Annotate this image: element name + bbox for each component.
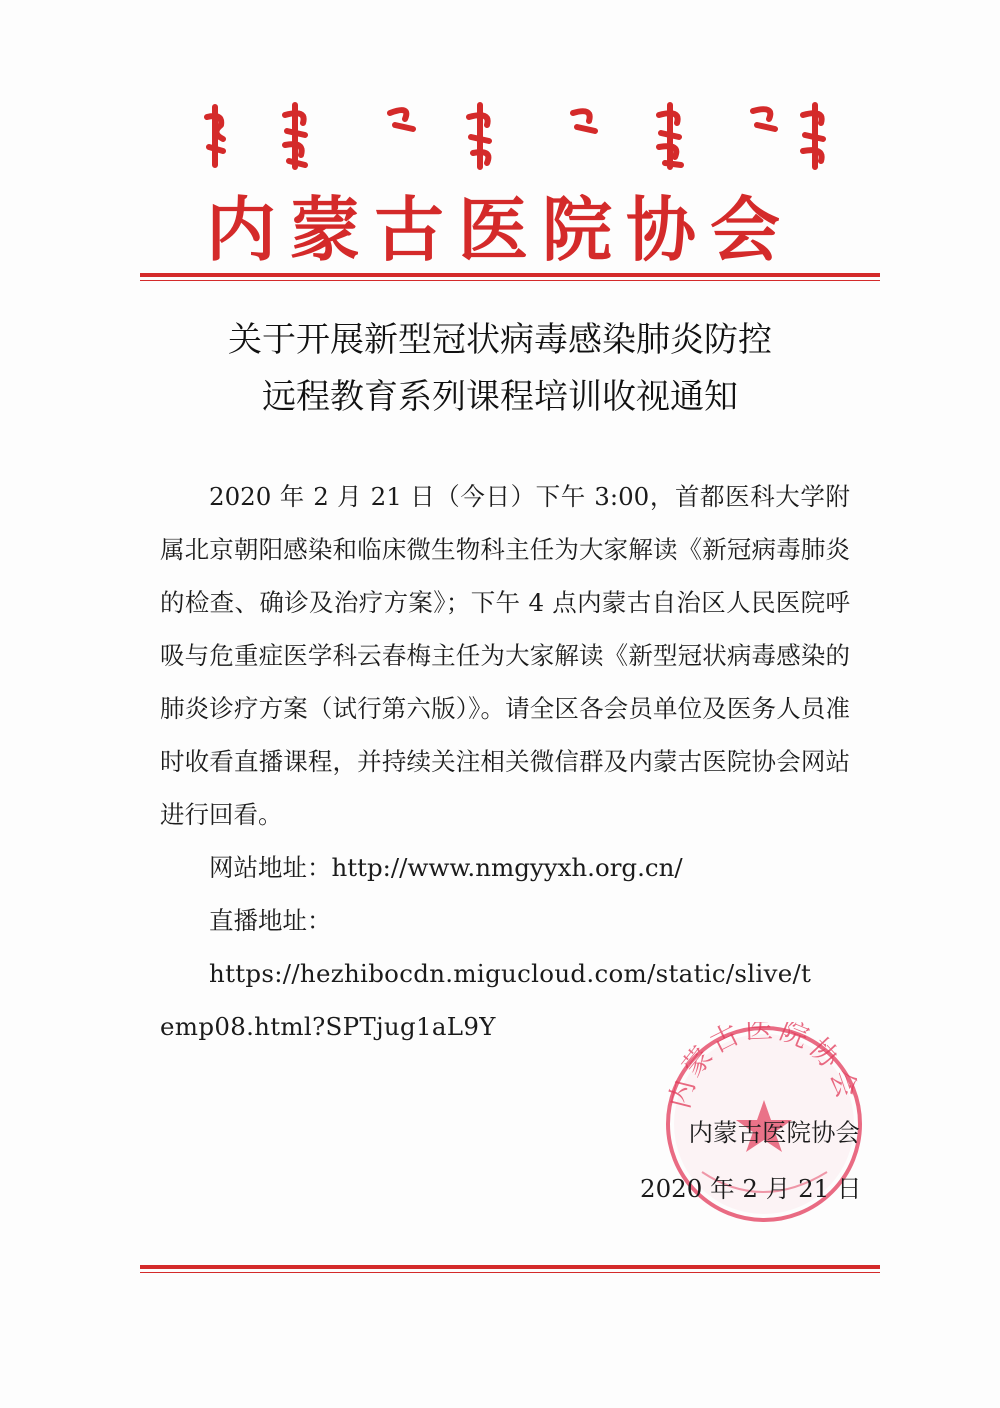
signature-block xyxy=(640,1105,860,1217)
website-line: 网站地址：http://www.nmgyyxh.org.cn/ xyxy=(209,853,683,882)
mongolian-script-header xyxy=(175,95,835,175)
footer-divider xyxy=(140,1265,880,1273)
live-url-line-2: emp08.html?SPTjug1aL9Y xyxy=(160,1012,496,1041)
title-line-1: 关于开展新型冠状病毒感染肺炎防控 xyxy=(228,320,772,360)
svg-text:内蒙古医院协会: 内蒙古医院协会 xyxy=(662,1022,866,1112)
live-url-line-1: https://hezhibocdn.migucloud.com/static/slive/t xyxy=(209,959,812,988)
notice-paragraph: 2020 年 2 月 21 日（今日）下午 3:00，首都医科大学附属北京朝阳感染和临床微生物科主任为大家解读《新冠病毒肺炎的检查、确诊及治疗方案》；下午 4 点内蒙古自治区人民医院呼吸与危重症医学科云春梅主任为大家解读《新型冠状病毒感染的肺炎诊疗方案（试行第六版）》。请全区各会员单位及医务人员准时收看直播课程，并持续关注相关微信群及内蒙古医院协会网站进行回看。 xyxy=(160,482,850,829)
signature-date: 2020 年 2 月 21 日 xyxy=(640,1174,862,1203)
document-title xyxy=(0,312,1000,426)
mongolian-script-logo xyxy=(175,95,835,175)
signature-org: 内蒙古医院协会 xyxy=(688,1118,860,1147)
header-divider xyxy=(140,273,880,281)
document-body xyxy=(160,470,850,1053)
live-address-label: 直播地址： xyxy=(209,906,332,935)
title-line-2: 远程教育系列课程培训收视通知 xyxy=(262,377,738,417)
org-letterhead-name: 内蒙古医院协会 xyxy=(206,188,794,271)
